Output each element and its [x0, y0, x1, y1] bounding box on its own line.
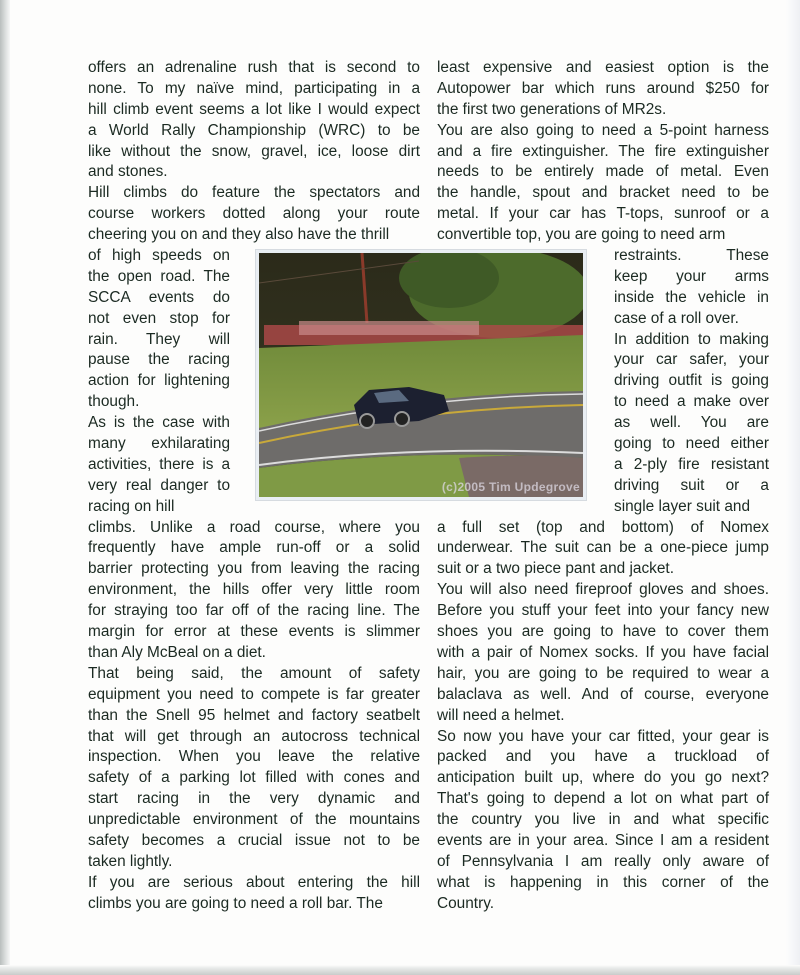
text-line: events are in your area. Since I am a resident — [437, 831, 769, 849]
text-line: will need a helmet. — [437, 706, 565, 724]
text-line: rain. They will — [88, 330, 230, 348]
text-line: balaclava as well. And of course, everyone — [437, 685, 769, 703]
text-line: and stones. — [88, 163, 168, 181]
text-line: not even stop for — [88, 309, 230, 327]
text-line: taken lightly. — [88, 852, 173, 870]
text-line: Autopower bar which runs around $250 for — [437, 79, 769, 97]
text-line: start racing in the very dynamic and — [88, 790, 420, 808]
text-line: Before you stuff your feet into your fancy new — [437, 602, 769, 620]
text-line: of high speeds on — [88, 247, 230, 265]
text-line: your car safer, your — [614, 351, 769, 369]
right-column-bottom-block — [437, 518, 769, 915]
text-line: offers an adrenaline rush that is second to — [88, 59, 420, 76]
text-line: action for lightening — [88, 372, 230, 390]
right-column-top-block — [437, 58, 769, 246]
text-line: that will get through an autocross technical — [88, 727, 420, 745]
race-photo-image — [259, 253, 583, 497]
page-edge-left — [0, 0, 10, 975]
text-line: equipment you need to compete is far greater — [88, 685, 420, 703]
text-line: So now you have your car fitted, your gear is — [437, 727, 769, 745]
text-line: with a pair of Nomex socks. If you have facial — [437, 643, 769, 661]
text-line: a World Rally Championship (WRC) to be — [88, 121, 420, 139]
text-line: You will also need fireproof gloves and shoes. — [437, 581, 769, 599]
text-line: the first two generations of MR2s. — [437, 100, 667, 118]
text-line: cheering you on and they also have the thrill — [88, 226, 390, 244]
text-line: case of a roll over. — [614, 309, 739, 327]
text-line: restraints. These — [614, 247, 769, 265]
text-line: though. — [88, 393, 140, 411]
text-line: very real danger to — [88, 476, 230, 494]
text-line: keep your arms — [614, 267, 769, 285]
text-line: of Pennsylvania I am really only aware of — [437, 852, 769, 870]
text-line: the country you live in and what specific — [437, 811, 769, 829]
page-edge-bottom — [0, 965, 800, 975]
text-line: than Aly McBeal on a diet. — [88, 643, 266, 661]
text-line: climbs. Unlike a road course, where you — [88, 518, 420, 536]
text-line: unpredictable environment of the mountains — [88, 811, 420, 829]
text-line: to need a make over — [614, 393, 769, 411]
text-line: That being said, the amount of safety — [88, 664, 420, 682]
text-line: least expensive and easiest option is the — [437, 59, 769, 76]
text-line: like without the snow, gravel, ice, loose dirt — [88, 142, 420, 160]
race-photo — [256, 250, 586, 500]
text-line: convertible top, you are going to need arm — [437, 226, 726, 244]
text-line: as well. You are — [614, 414, 769, 432]
text-line: packed and you have a truckload of — [437, 748, 769, 766]
text-line: what is happening in this corner of the — [437, 873, 769, 891]
text-line: In addition to making — [614, 330, 769, 348]
left-column-top-block — [88, 58, 420, 246]
text-line: suit or a two piece pant and jacket. — [437, 560, 674, 578]
text-line: racing on hill — [88, 497, 175, 515]
text-line: driving outfit is going — [614, 372, 769, 390]
text-line: the open road. The — [88, 267, 230, 285]
text-line: than the Snell 95 helmet and factory seatbelt — [88, 706, 420, 724]
page-edge-right — [786, 0, 800, 975]
photo-credit: (c)2005 Tim Updegrove — [441, 480, 580, 494]
text-line: none. To my naïve mind, participating in a — [88, 79, 420, 97]
text-line: needs to be entirely made of metal. Even — [437, 163, 769, 181]
text-line: Hill climbs do feature the spectators and — [88, 184, 420, 202]
text-line: and a fire extinguisher. The fire extinguisher — [437, 142, 769, 160]
left-column-bottom-block — [88, 518, 420, 915]
text-line: metal. If your car has T-tops, sunroof or a — [437, 205, 769, 223]
text-line: a 2-ply fire resistant — [614, 455, 769, 473]
text-line: a full set (top and bottom) of Nomex — [437, 518, 769, 536]
text-line: the handle, spout and bracket need to be — [437, 184, 769, 202]
text-line: activities, there is a — [88, 455, 230, 473]
text-line: driving suit or a — [614, 476, 769, 494]
text-line: You are also going to need a 5-point harness — [437, 121, 769, 139]
text-line: barrier protecting you from leaving the racing — [88, 560, 420, 578]
text-line: course workers dotted along your route — [88, 205, 420, 223]
text-line: Country. — [437, 894, 495, 912]
text-line: many exhilarating — [88, 435, 230, 453]
text-line: If you are serious about entering the hill — [88, 873, 420, 891]
text-line: hill climb event seems a lot like I would expect — [88, 100, 420, 118]
text-line: SCCA events do — [88, 288, 230, 306]
text-line: environment, the hills offer very little room — [88, 581, 420, 599]
text-line: As is the case with — [88, 414, 230, 432]
text-line: shoes you are going to have to cover them — [437, 623, 769, 641]
text-line: single layer suit and — [614, 497, 751, 515]
text-line: for straying too far off of the racing line. The — [88, 602, 420, 620]
text-line: inspection. When you leave the relative — [88, 748, 420, 766]
text-line: safety becomes a crucial issue not to be — [88, 831, 420, 849]
text-line: That's going to depend a lot on what part of — [437, 790, 769, 808]
text-line: inside the vehicle in — [614, 288, 769, 306]
text-line: anticipation built up, where do you go next? — [437, 769, 769, 787]
text-line: climbs you are going to need a roll bar. The — [88, 894, 383, 912]
text-line: pause the racing — [88, 351, 230, 369]
text-line: frequently have ample run-off or a solid — [88, 539, 420, 557]
text-line: safety of a parking lot filled with cones and — [88, 769, 420, 787]
text-line: margin for error at these events is slimmer — [88, 623, 420, 641]
text-line: hair, you are going to be required to wear a — [437, 664, 769, 682]
text-line: underwear. The suit can be a one-piece jump — [437, 539, 769, 557]
text-line: going to need either — [614, 435, 769, 453]
